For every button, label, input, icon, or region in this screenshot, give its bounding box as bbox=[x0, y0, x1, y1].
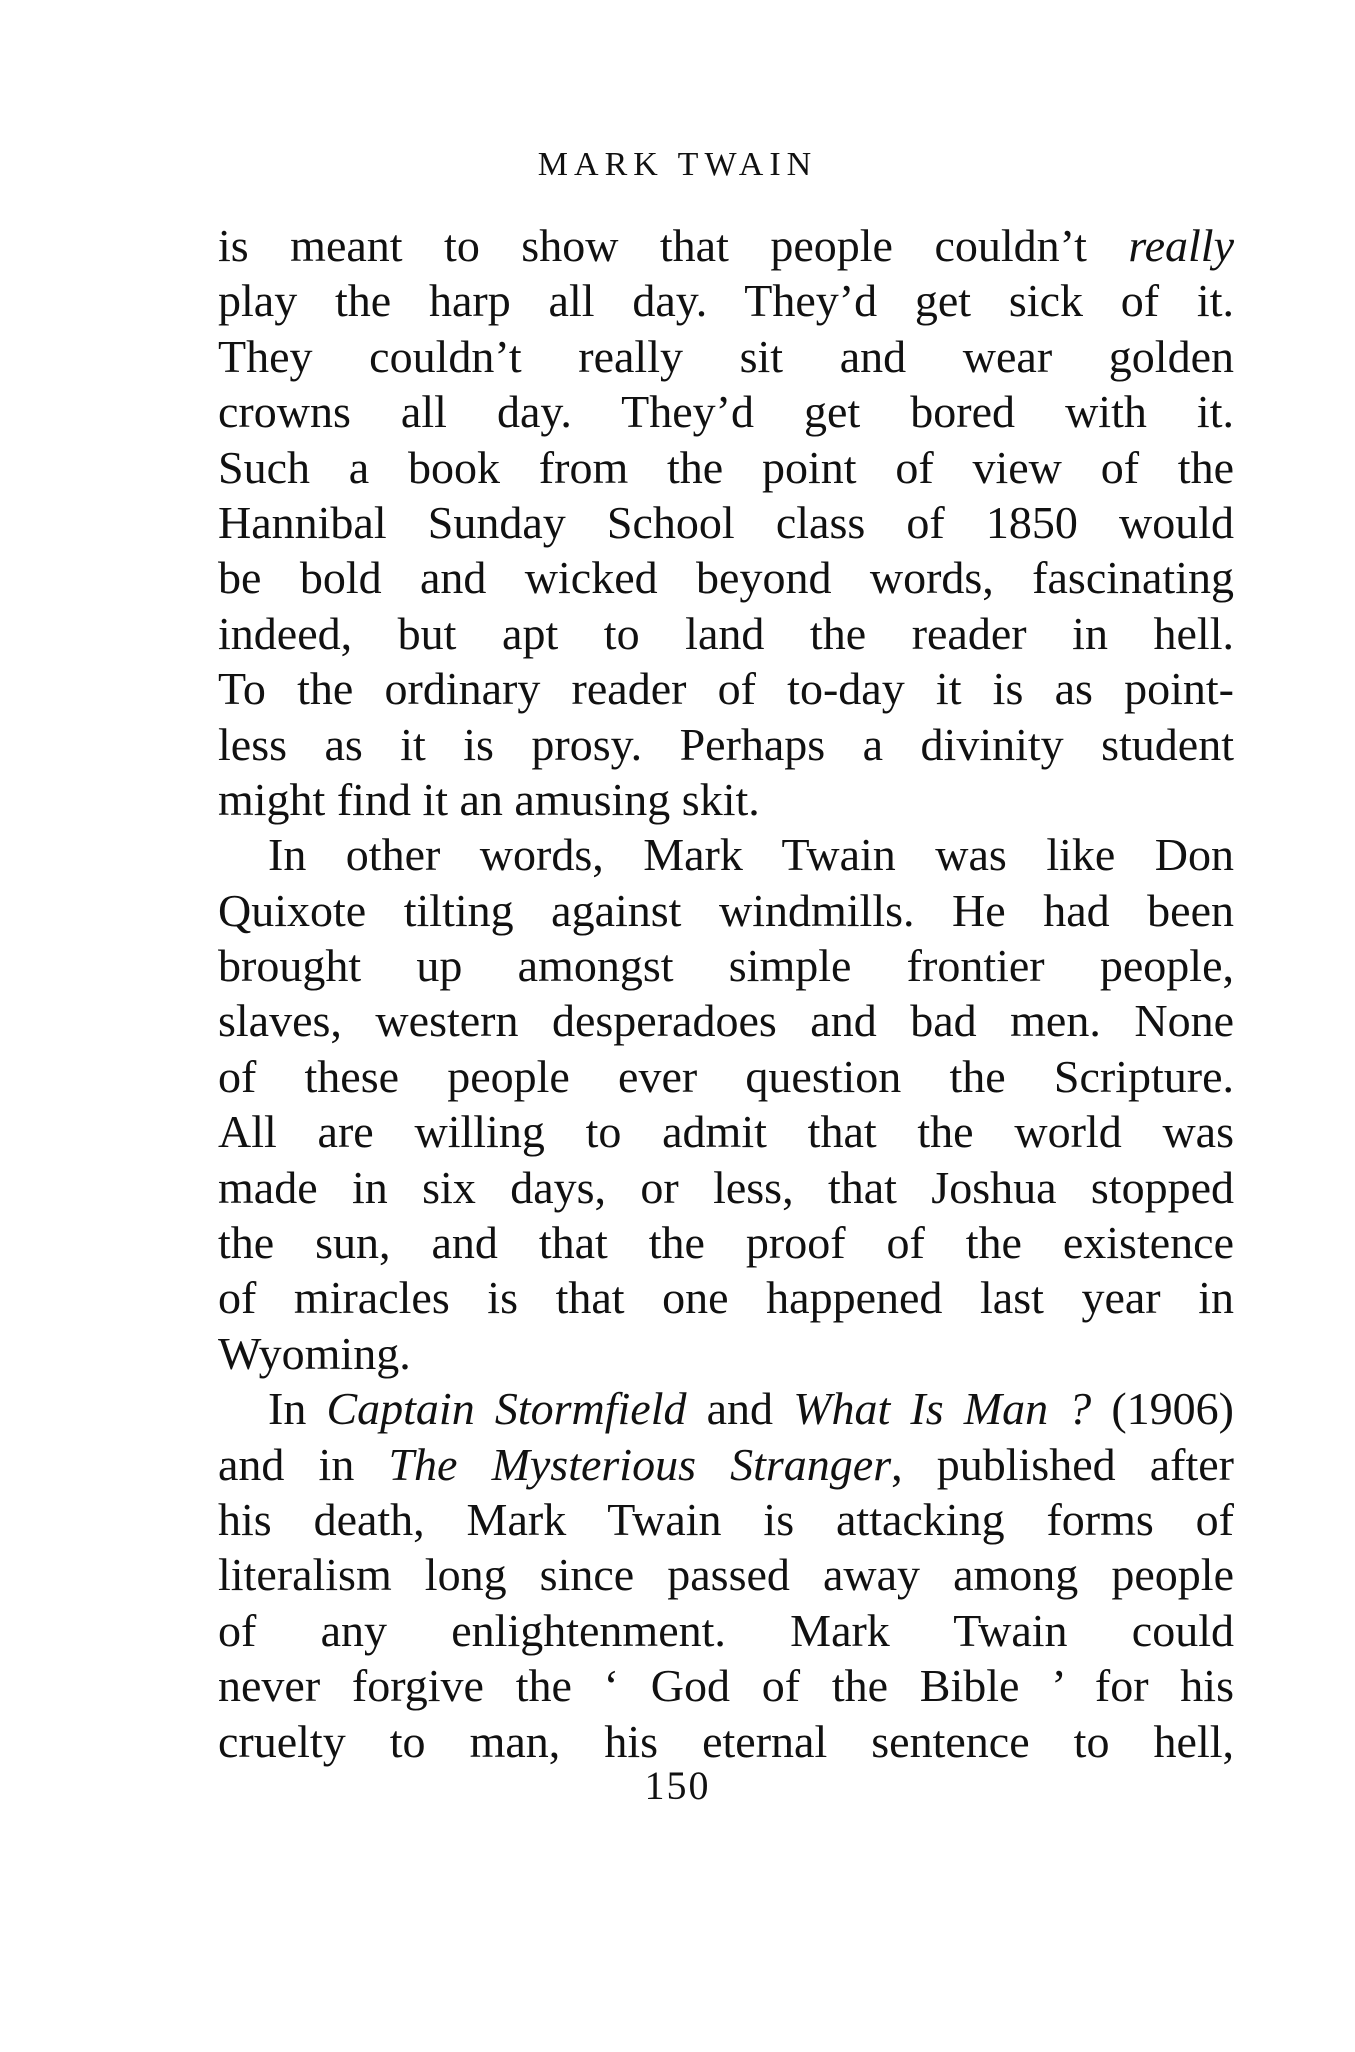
text-segment: cruelty to man, his eternal sentence to hell, bbox=[218, 1715, 1234, 1767]
text-line bbox=[218, 1603, 1234, 1658]
italic-title: What Is Man ? bbox=[793, 1383, 1092, 1435]
text-segment: might find it an amusing skit. bbox=[218, 773, 760, 825]
text-line bbox=[218, 495, 1234, 550]
text-line bbox=[218, 1437, 1234, 1492]
text-segment: Hannibal Sunday School class of 1850 would bbox=[218, 496, 1234, 548]
text-segment: indeed, but apt to land the reader in hell. bbox=[218, 607, 1234, 659]
text-line bbox=[218, 1492, 1234, 1547]
text-segment: crowns all day. They’d get bored with it. bbox=[218, 386, 1234, 438]
text-segment: brought up amongst simple frontier people, bbox=[218, 940, 1234, 992]
text-segment: In other words, Mark Twain was like Don bbox=[268, 829, 1234, 881]
text-line bbox=[218, 329, 1234, 384]
text-segment: of miracles is that one happened last year in bbox=[218, 1272, 1234, 1324]
text-segment: They couldn’t really sit and wear golden bbox=[218, 330, 1234, 382]
text-line bbox=[218, 550, 1234, 605]
text-segment: To the ordinary reader of to-day it is as point- bbox=[218, 663, 1234, 715]
text-segment: is meant to show that people couldn’t bbox=[218, 220, 1129, 271]
text-line bbox=[218, 1215, 1234, 1270]
text-segment: In bbox=[268, 1383, 327, 1435]
text-segment: and bbox=[686, 1383, 794, 1435]
text-line bbox=[218, 1049, 1234, 1104]
body-text bbox=[218, 218, 1234, 1769]
text-line bbox=[218, 717, 1234, 772]
text-segment: play the harp all day. They’d get sick of it. bbox=[218, 275, 1234, 327]
text-segment: and in bbox=[218, 1438, 389, 1490]
text-segment: literalism long since passed away among people bbox=[218, 1549, 1234, 1601]
text-segment: of these people ever question the Scripture. bbox=[218, 1050, 1234, 1102]
italic-title: Captain Stormfield bbox=[326, 1383, 687, 1435]
page-number: 150 bbox=[644, 1763, 711, 1808]
text-line bbox=[218, 273, 1234, 328]
text-segment: slaves, western desperadoes and bad men. None bbox=[218, 995, 1234, 1047]
text-line bbox=[218, 384, 1234, 439]
text-line bbox=[218, 827, 1234, 882]
text-line bbox=[218, 1658, 1234, 1713]
text-line bbox=[218, 883, 1234, 938]
text-line bbox=[218, 218, 1234, 273]
text-segment: never forgive the ‘ God of the Bible ’ for his bbox=[218, 1660, 1234, 1712]
text-segment: be bold and wicked beyond words, fascinating bbox=[218, 552, 1234, 604]
text-segment: Such a book from the point of view of the bbox=[218, 441, 1234, 493]
text-segment: , published after bbox=[891, 1438, 1234, 1490]
text-segment: (1906) bbox=[1091, 1383, 1235, 1435]
text-line bbox=[218, 661, 1234, 716]
text-line bbox=[218, 772, 1234, 827]
text-line bbox=[218, 1326, 1234, 1381]
italic-title: really bbox=[1128, 220, 1234, 271]
text-line bbox=[218, 993, 1234, 1048]
text-segment: Wyoming. bbox=[218, 1327, 411, 1379]
text-line bbox=[218, 1714, 1234, 1769]
text-line bbox=[218, 1270, 1234, 1325]
text-line bbox=[218, 1547, 1234, 1602]
text-segment: of any enlightenment. Mark Twain could bbox=[218, 1604, 1234, 1656]
text-segment: All are willing to admit that the world was bbox=[218, 1106, 1234, 1158]
text-segment: Quixote tilting against windmills. He had been bbox=[218, 884, 1234, 936]
text-segment: the sun, and that the proof of the existence bbox=[218, 1217, 1234, 1269]
text-segment: his death, Mark Twain is attacking forms of bbox=[218, 1493, 1234, 1545]
text-line bbox=[218, 1160, 1234, 1215]
text-line bbox=[218, 440, 1234, 495]
running-head: MARK TWAIN bbox=[537, 146, 818, 183]
text-segment: less as it is prosy. Perhaps a divinity student bbox=[218, 718, 1234, 770]
text-line bbox=[218, 1381, 1234, 1436]
text-line bbox=[218, 606, 1234, 661]
text-line bbox=[218, 1104, 1234, 1159]
italic-title: The Mysterious Stranger bbox=[388, 1438, 892, 1490]
text-segment: made in six days, or less, that Joshua stopped bbox=[218, 1161, 1234, 1213]
text-line bbox=[218, 938, 1234, 993]
